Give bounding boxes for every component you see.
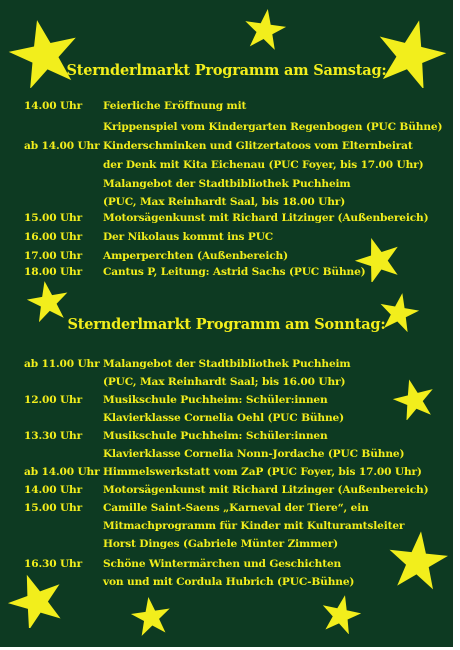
schedule-text: von und mit Cordula Hubrich (PUC-Bühne) xyxy=(103,576,355,588)
schedule-text: Malangebot der Stadtbibliothek Puchheim xyxy=(103,358,351,370)
schedule-text: Motorsägenkunst mit Richard Litzinger (Außenbereich) xyxy=(103,212,429,224)
schedule-text: (PUC, Max Reinhardt Saal; bis 16.00 Uhr) xyxy=(103,376,346,388)
schedule-time: 15.00 Uhr xyxy=(24,212,83,224)
schedule-text: Feierliche Eröffnung mit xyxy=(103,100,247,112)
schedule-time: 13.30 Uhr xyxy=(24,430,83,442)
schedule-text: Himmelswerkstatt vom ZaP (PUC Foyer, bis 17.00 Uhr) xyxy=(103,466,422,478)
schedule-text: Camille Saint-Saens „Karneval der Tiere“, ein xyxy=(103,502,369,514)
schedule-text: (PUC, Max Reinhardt Saal, bis 18.00 Uhr) xyxy=(103,196,346,208)
samstag-heading: Sternderlmarkt Programm am Samstag: xyxy=(66,62,387,79)
schedule-text: Der Nikolaus kommt ins PUC xyxy=(103,231,274,243)
schedule-text: Kinderschminken und Glitzertatoos vom Elternbeirat xyxy=(103,140,413,152)
schedule-text: Musikschule Puchheim: Schüler:innen xyxy=(103,394,328,406)
schedule-text: Krippenspiel vom Kindergarten Regenbogen (PUC Bühne) xyxy=(103,121,443,133)
star-icon xyxy=(392,378,436,420)
schedule-time: 12.00 Uhr xyxy=(24,394,83,406)
schedule-text: Musikschule Puchheim: Schüler:innen xyxy=(103,430,328,442)
schedule-text: Klavierklasse Cornelia Nonn-Jordache (PUC Bühne) xyxy=(103,448,405,460)
schedule-time: 18.00 Uhr xyxy=(24,266,83,278)
sonntag-heading: Sternderlmarkt Programm am Sonntag: xyxy=(67,316,386,333)
star-icon xyxy=(4,572,68,628)
schedule-text: der Denk mit Kita Eichenau (PUC Foyer, bis 17.00 Uhr) xyxy=(103,159,424,171)
schedule-text: Cantus P, Leitung: Astrid Sachs (PUC Bühne) xyxy=(103,266,366,278)
schedule-text: Malangebot der Stadtbibliothek Puchheim xyxy=(103,178,351,190)
schedule-time: 15.00 Uhr xyxy=(24,502,83,514)
schedule-time: ab 11.00 Uhr xyxy=(24,358,100,370)
schedule-time: ab 14.00 Uhr xyxy=(24,140,100,152)
schedule-time: 16.30 Uhr xyxy=(24,558,83,570)
schedule-text: Amperperchten (Außenbereich) xyxy=(103,250,288,262)
schedule-text: Motorsägenkunst mit Richard Litzinger (Außenbereich) xyxy=(103,484,429,496)
star-icon xyxy=(243,8,287,50)
schedule-time: 17.00 Uhr xyxy=(24,250,83,262)
schedule-time: 14.00 Uhr xyxy=(24,100,83,112)
schedule-time: ab 14.00 Uhr xyxy=(24,466,100,478)
star-icon xyxy=(130,596,172,636)
star-icon xyxy=(388,530,448,590)
schedule-text: Horst Dinges (Gabriele Münter Zimmer) xyxy=(103,538,339,550)
schedule-text: Klavierklasse Cornelia Oehl (PUC Bühne) xyxy=(103,412,344,424)
schedule-time: 16.00 Uhr xyxy=(24,231,83,243)
page-margin xyxy=(453,0,460,650)
star-icon xyxy=(320,594,362,634)
schedule-text: Schöne Wintermärchen und Geschichten xyxy=(103,558,342,570)
schedule-text: Mitmachprogramm für Kinder mit Kulturamtsleiter xyxy=(103,520,405,532)
schedule-time: 14.00 Uhr xyxy=(24,484,83,496)
